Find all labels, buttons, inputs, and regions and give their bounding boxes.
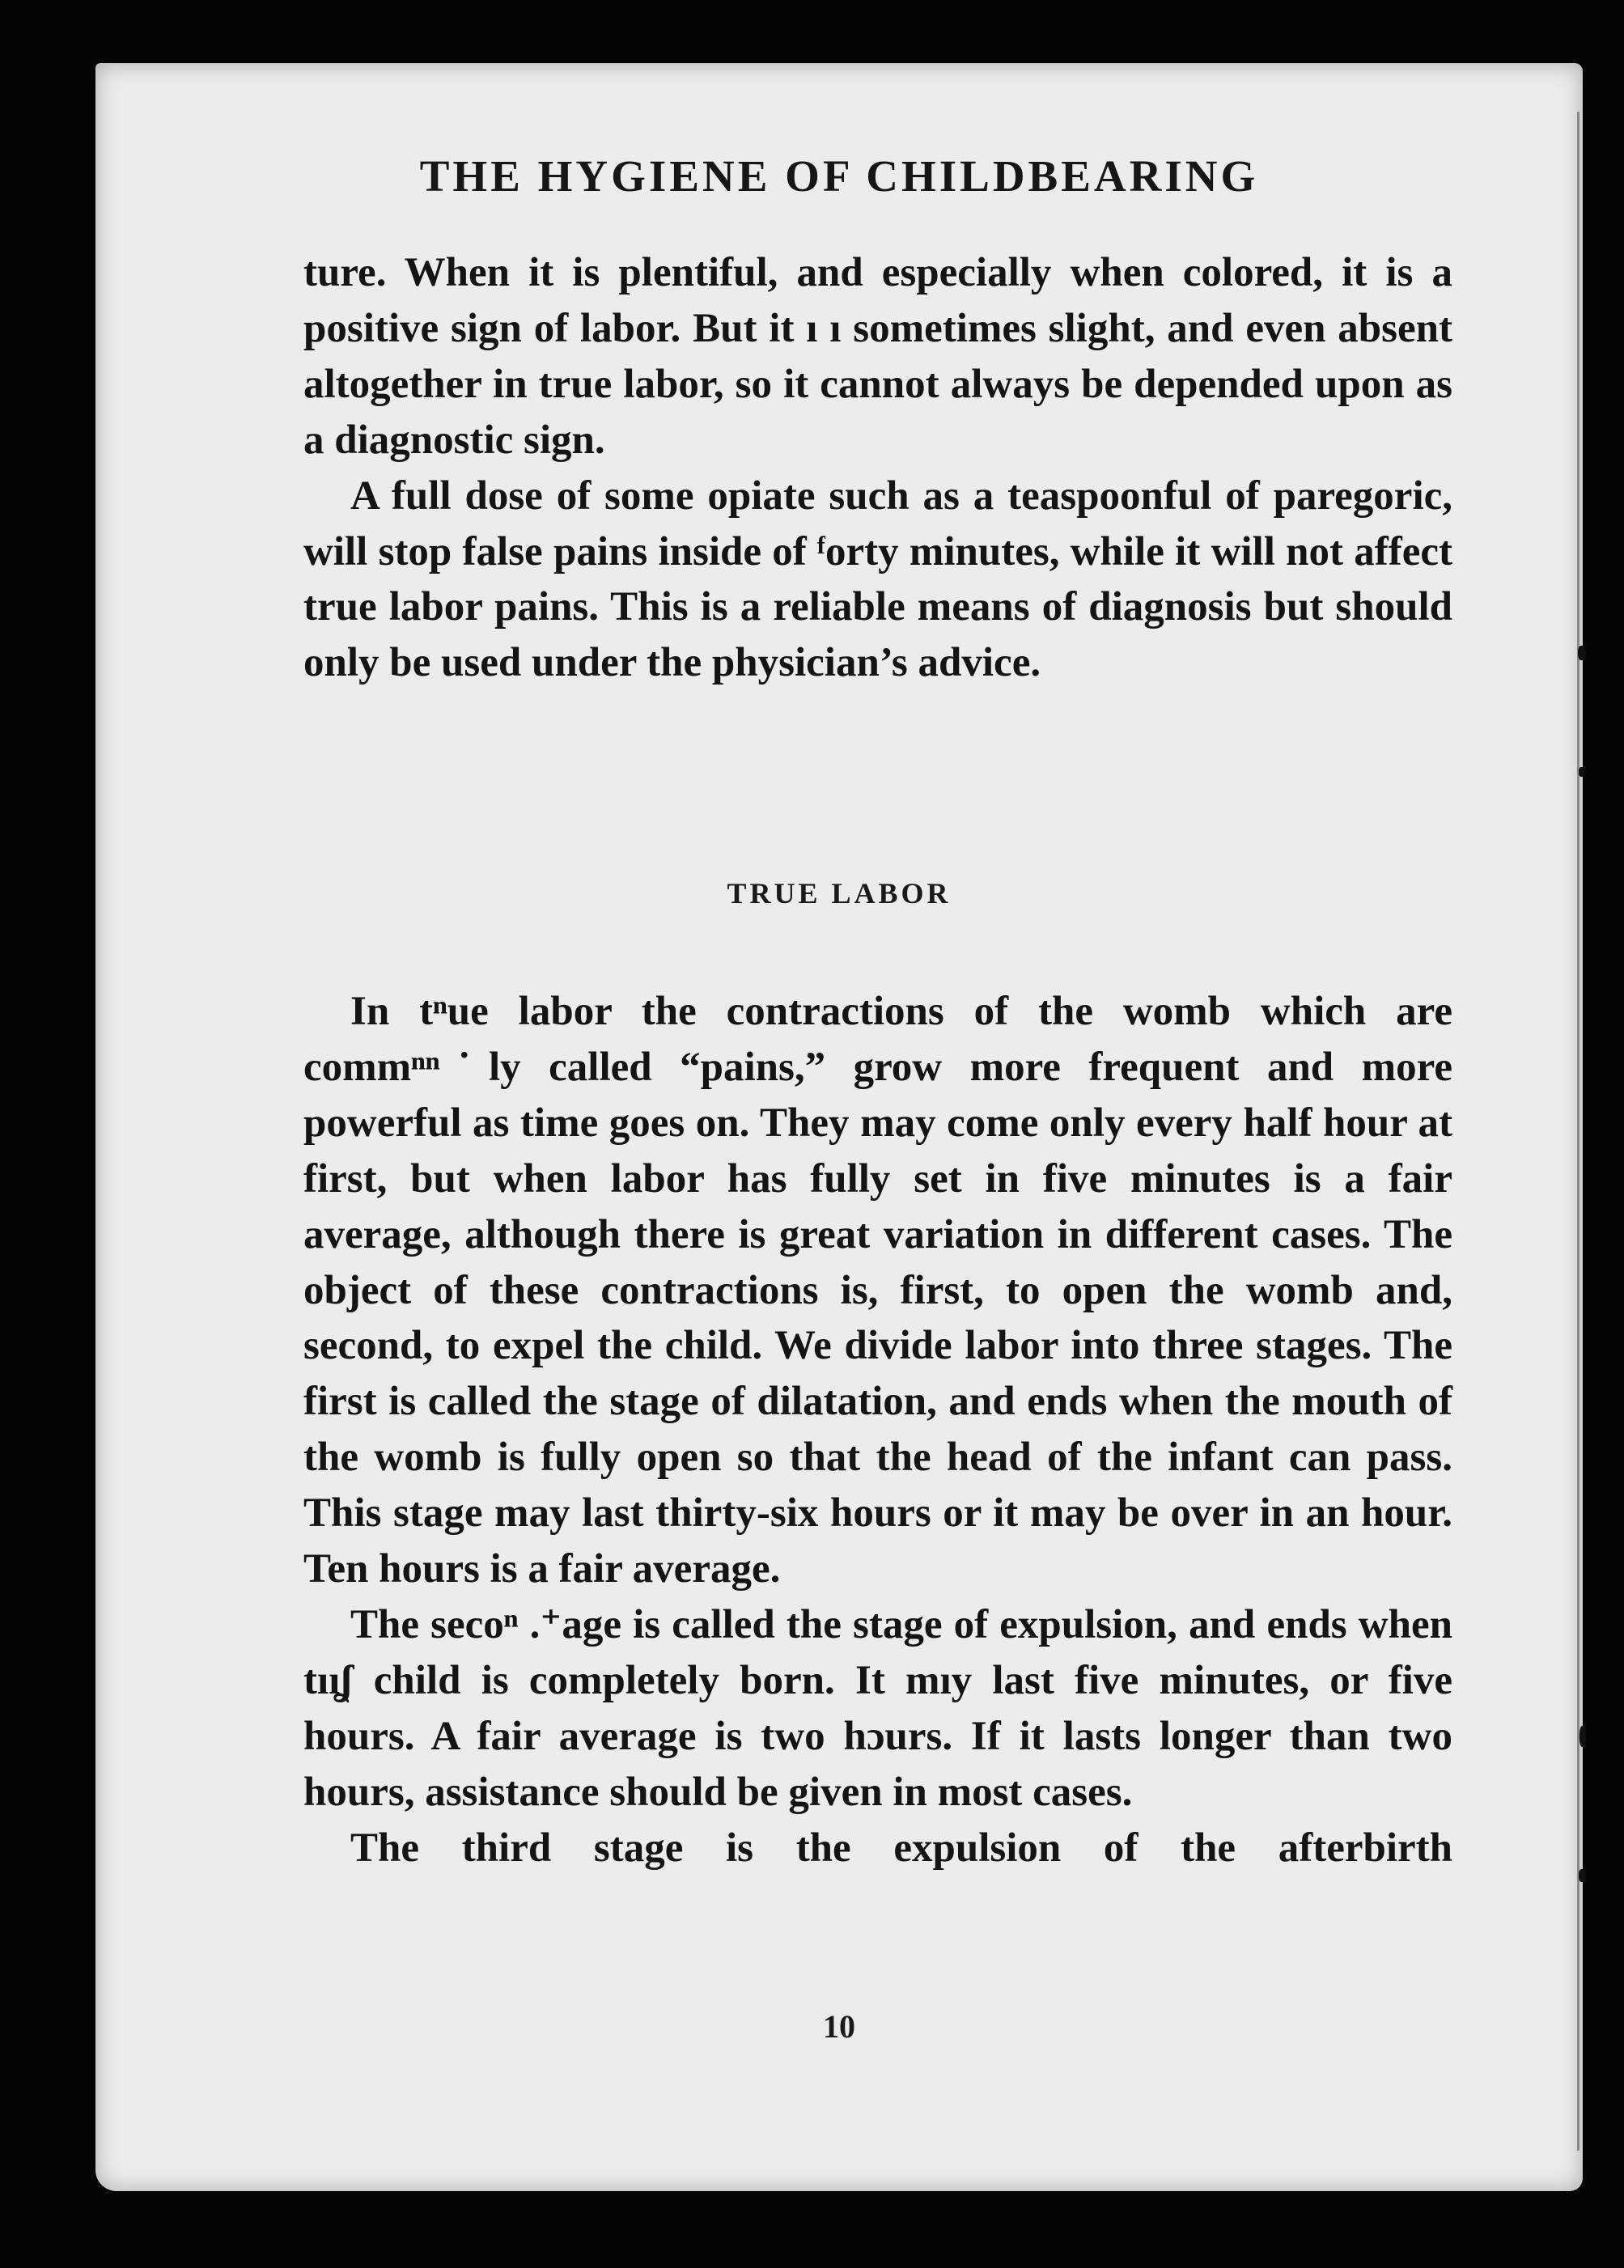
running-header: THE HYGIENE OF CHILDBEARING	[419, 151, 1259, 201]
paragraph-continuation: ture. When it is plentiful, and especially when colored, it is a positive sign of labor. But it ı ı sometimes slight, and even absent altogether in true labor, so it cannot always be depended upon as a diagnostic sign.	[303, 250, 1452, 463]
paragraph-true-labor: In tⁿue labor the contractions of the womb which are commⁿⁿ˙ly called “pains,” grow more frequent and more powerful as time goes on. They may come only every half hour at first, but when labor has fully set in five minutes is a fair average, although there is great variation in different cases. The object of these contractions is, first, to open the womb and, second, to expel the child. We divide labor into three stages. The first is called the stage of dilatation, and ends when the mouth of the womb is fully open so that the head of the infant can pass. This stage may last thirty-six hours or it may be over in an hour. Ten hours is a fair average.	[303, 989, 1452, 1592]
section-heading: TRUE LABOR	[727, 877, 952, 909]
text-block-main	[303, 984, 1452, 1876]
edge-speck	[1578, 646, 1586, 660]
page-edge	[1577, 112, 1579, 2151]
edge-speck	[1579, 767, 1584, 777]
edge-speck	[1579, 1869, 1586, 1882]
page-number: 10	[823, 2008, 855, 2045]
text-block-top	[303, 245, 1452, 691]
book-page	[95, 63, 1583, 2191]
edge-speck	[1579, 1726, 1586, 1747]
paragraph-second-stage: The secoⁿ .⁺age is called the stage of expulsion, and ends when tııʆ child is completely born. It mıy last five minutes, or five hours. A fair average is two hɔurs. If it lasts longer than two hours, assistance should be given in most cases.	[303, 1601, 1452, 1815]
paragraph-third-stage: The third stage is the expulsion of the afterbirth	[350, 1825, 1452, 1871]
paragraph-opiate-diagnosis: A full dose of some opiate such as a teaspoonful of paregoric, will stop false pains inside of ᶠorty minutes, while it will not affect true labor pains. This is a reliable means of diagnosis but should only be used under the physician’s advice.	[303, 473, 1452, 686]
